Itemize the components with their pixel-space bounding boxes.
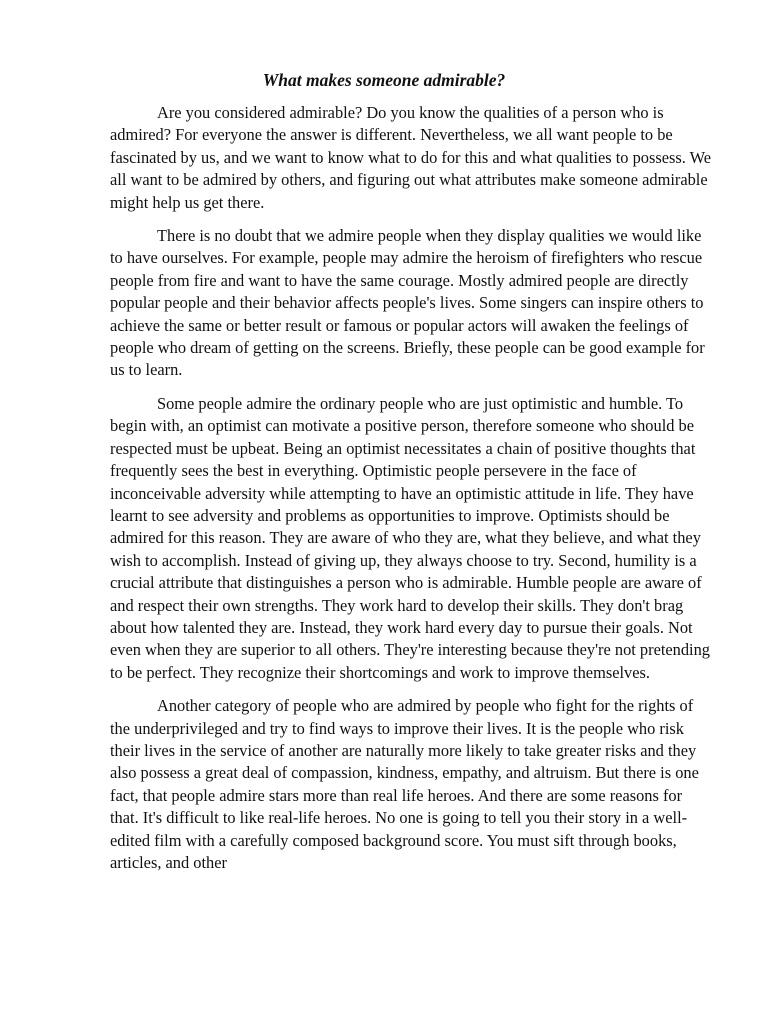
- paragraph-3: Some people admire the ordinary people who are just optimistic and humble. To begin with, an optimist can motivate a positive person, therefore someone who should be respected must be upbeat. Being an optimist necessitates a chain of positive thoughts that frequently sees the best in everything. Optimistic people persevere in the face of inconceivable adversity while attempting to have an optimistic attitude in life. They have learnt to see adversity and problems as opportunities to improve. Optimists should be admired for this reason. They are aware of who they are, what they believe, and what they wish to accomplish. Instead of giving up, they always choose to try. Second, humility is a crucial attribute that distinguishes a person who is admirable. Humble people are aware of and respect their own strengths. They work hard to develop their skills. They don't brag about how talented they are. Instead, they work hard every day to pursue their goals. Not even when they are superior to all others. They're interesting because they're not pretending to be perfect. They recognize their shortcomings and work to improve themselves.: [110, 393, 711, 682]
- document-title: What makes someone admirable?: [262, 70, 506, 90]
- paragraph-4: Another category of people who are admired by people who fight for the rights of the underprivileged and try to find ways to improve their lives. It is the people who risk their lives in the service of another are naturally more likely to take greater risks and they also possess a great deal of compassion, kindness, empathy, and altruism. But there is one fact, that people admire stars more than real life heroes. And there are some reasons for that. It's difficult to like real-life heroes. No one is going to tell you their story in a well-edited film with a carefully composed background score. You must sift through books, articles, and other: [110, 696, 699, 872]
- paragraph-1: Are you considered admirable? Do you know the qualities of a person who is admired? For everyone the answer is different. Nevertheless, we all want people to be fascinated by us, and we want to know what to do for this and what qualities to possess. We all want to be admired by others, and figuring out what attributes make someone admirable might help us get there.: [110, 103, 712, 212]
- document-body: [110, 102, 714, 885]
- paragraph-2: There is no doubt that we admire people when they display qualities we would like to have ourselves. For example, people may admire the heroism of firefighters who rescue people from fire and want to have the same courage. Mostly admired people are directly popular people and their behavior affects people's lives. Some singers can inspire others to achieve the same or better result or famous or popular actors will awaken the feelings of people who dream of getting on the screens. Briefly, these people can be good example for us to learn.: [110, 226, 705, 380]
